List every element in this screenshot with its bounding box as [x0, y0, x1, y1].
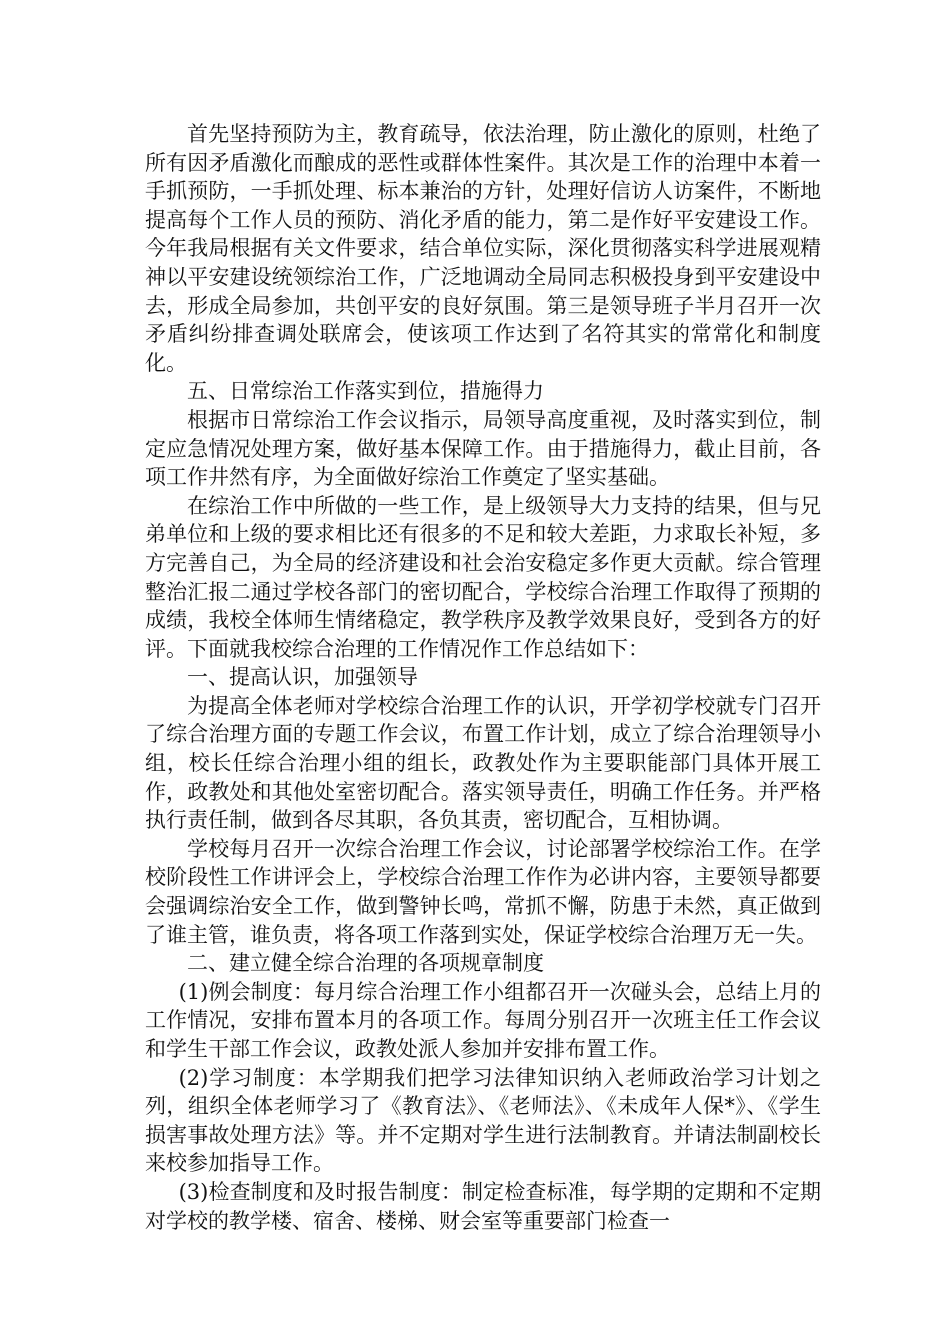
paragraph: 为提高全体老师对学校综合治理工作的认识，开学初学校就专门召开了综合治理方面的专题工作会议，布置工作计划，成立了综合治理领导小组，校长任综合治理小组的组长，政教处作为主要职能部门具体开展工作，政教处和其他处室密切配合。落实领导责任，明确工作任务。并严格执行责任制，做到各尽其职，各负其责，密切配合，互相协调。: [145, 693, 821, 833]
paragraph: 在综治工作中所做的一些工作，是上级领导大力支持的结果，但与兄弟单位和上级的要求相比还有很多的不足和较大差距，力求取长补短，多方完善自己，为全局的经济建设和社会治安稳定多作更大贡献。综合管理整治汇报二通过学校各部门的密切配合，学校综合治理工作取得了预期的成绩，我校全体师生情绪稳定，教学秩序及教学效果良好，受到各方的好评。下面就我校综合治理的工作情况作工作总结如下：: [145, 493, 821, 661]
rule-item: (3)检查制度和及时报告制度：制定检查标准，每学期的定期和不定期对学校的教学楼、宿舍、楼梯、财会室等重要部门检查一: [145, 1179, 821, 1233]
rule-item: (1)例会制度：每月综合治理工作小组都召开一次碰头会，总结上月的工作情况，安排布置本月的各项工作。每周分别召开一次班主任工作会议和学生干部工作会议，政教处派人参加并安排布置工作。: [145, 979, 821, 1061]
document-body: [145, 120, 821, 1235]
paragraph: 首先坚持预防为主，教育疏导，依法治理，防止激化的原则，杜绝了所有因矛盾激化而酿成的恶性或群体性案件。其次是工作的治理中本着一手抓预防，一手抓处理、标本兼治的方针，处理好信访人访案件，不断地提高每个工作人员的预防、消化矛盾的能力，第二是作好平安建设工作。今年我局根据有关文件要求，结合单位实际，深化贯彻落实科学进展观精神以平安建设统领综治工作，广泛地调动全局同志积极投身到平安建设中去，形成全局参加，共创平安的良好氛围。第三是领导班子半月召开一次矛盾纠纷排查调处联席会，使该项工作达到了名符其实的常常化和制度化。: [145, 122, 821, 375]
paragraph: 学校每月召开一次综合治理工作会议，讨论部署学校综治工作。在学校阶段性工作讲评会上，学校综合治理工作作为必讲内容，主要领导都要会强调综治安全工作，做到警钟长鸣，常抓不懈，防患于未然，真正做到了谁主管，谁负责，将各项工作落到实处，保证学校综合治理万无一失。: [145, 836, 821, 947]
section-heading: 一、提高认识，加强领导: [187, 665, 418, 690]
section-heading: 五、日常综治工作落实到位，措施得力: [187, 379, 544, 404]
rule-item: (2)学习制度：本学期我们把学习法律知识纳入老师政治学习计划之列，组织全体老师学习了《教育法》、《老师法》、《未成年人保*》、《学生损害事故处理方法》等。并不定期对学生进行法制教育。并请法制副校长来校参加指导工作。: [145, 1065, 821, 1176]
paragraph: 根据市日常综治工作会议指示，局领导高度重视，及时落实到位，制定应急情况处理方案，做好基本保障工作。由于措施得力，截止目前，各项工作井然有序，为全面做好综治工作奠定了坚实基础。: [145, 407, 821, 490]
section-heading: 二、建立健全综合治理的各项规章制度: [187, 951, 544, 976]
